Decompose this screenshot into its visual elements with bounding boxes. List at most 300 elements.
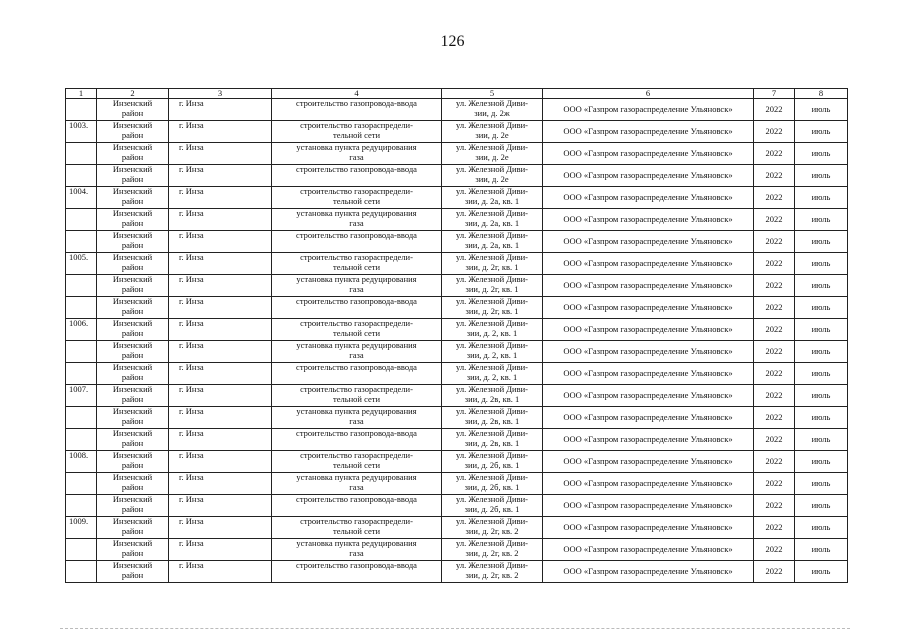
row-number-cell xyxy=(66,341,97,363)
cell-text: строительство газораспредели- xyxy=(300,318,413,328)
work-type-cell xyxy=(272,121,442,143)
table-row xyxy=(66,341,848,363)
table-row xyxy=(66,495,848,517)
city-cell xyxy=(169,407,272,429)
cell-text: ул. Железной Диви- xyxy=(455,472,528,482)
cell-text: зии, д. 2, кв. 1 xyxy=(466,327,518,338)
district-cell xyxy=(97,121,169,143)
address-cell xyxy=(442,253,543,275)
city-cell xyxy=(169,209,272,231)
month-cell xyxy=(795,253,848,275)
cell-text: строительство газораспредели- xyxy=(300,252,413,262)
cell-text: 1007. xyxy=(69,384,89,394)
district-cell xyxy=(97,253,169,275)
cell-text: ул. Железной Диви- xyxy=(455,186,528,196)
row-number-cell xyxy=(66,363,97,385)
cell-text: Инзенский xyxy=(112,340,153,350)
cell-text: Инзенский xyxy=(112,516,153,526)
cell-text: ул. Железной Диви- xyxy=(455,98,528,108)
cell-text: Инзенский xyxy=(112,494,153,504)
month-cell xyxy=(795,429,848,451)
cell-text: зии, д. 2б, кв. 1 xyxy=(464,481,520,492)
table-row xyxy=(66,275,848,297)
cell-text: ООО «Газпром газораспределение Ульяновск» xyxy=(563,169,733,180)
cell-text: район xyxy=(121,481,144,492)
cell-text: 2022 xyxy=(765,103,783,114)
cell-text: г. Инза xyxy=(179,120,204,130)
cell-text: установка пункта редуцирования xyxy=(296,208,417,218)
cell-text: Инзенский xyxy=(112,318,153,328)
cell-text: ул. Железной Диви- xyxy=(455,296,528,306)
year-cell xyxy=(754,407,795,429)
year-cell xyxy=(754,385,795,407)
organization-cell xyxy=(543,407,754,429)
cell-text: зии, д. 2а, кв. 1 xyxy=(464,239,520,250)
cell-text: ООО «Газпром газораспределение Ульяновск» xyxy=(563,543,733,554)
city-cell xyxy=(169,385,272,407)
work-type-cell xyxy=(272,99,442,121)
row-number-cell xyxy=(66,275,97,297)
organization-cell xyxy=(543,231,754,253)
cell-text: июль xyxy=(811,477,831,488)
cell-text: ул. Железной Диви- xyxy=(455,450,528,460)
cell-text: 2022 xyxy=(765,301,783,312)
city-cell xyxy=(169,341,272,363)
cell-text: район xyxy=(121,151,144,162)
district-cell xyxy=(97,473,169,495)
cell-text: 2022 xyxy=(765,367,783,378)
cell-text: строительство газопровода-ввода xyxy=(296,494,417,504)
organization-cell xyxy=(543,561,754,583)
month-cell xyxy=(795,407,848,429)
cell-text: ООО «Газпром газораспределение Ульяновск» xyxy=(563,279,733,290)
cell-text: зии, д. 2в, кв. 1 xyxy=(464,415,520,426)
cell-text: ул. Железной Диви- xyxy=(455,538,528,548)
cell-text: район xyxy=(121,349,144,360)
cell-text: строительство газопровода-ввода xyxy=(296,362,417,372)
cell-text: Инзенский xyxy=(112,252,153,262)
row-number-cell xyxy=(66,231,97,253)
cell-text: ООО «Газпром газораспределение Ульяновск» xyxy=(563,389,733,400)
cell-text: строительство газораспредели- xyxy=(300,186,413,196)
table-row xyxy=(66,99,848,121)
work-type-cell xyxy=(272,495,442,517)
cell-text: июль xyxy=(811,543,831,554)
cell-text: Инзенский xyxy=(112,120,153,130)
address-cell xyxy=(442,407,543,429)
cell-text: зии, д. 2е xyxy=(475,151,509,162)
cell-text: район xyxy=(121,525,144,536)
address-cell xyxy=(442,385,543,407)
cell-text: район xyxy=(121,173,144,184)
cell-text: г. Инза xyxy=(179,208,204,218)
year-cell xyxy=(754,209,795,231)
organization-cell xyxy=(543,385,754,407)
cell-text: июль xyxy=(811,367,831,378)
table-row xyxy=(66,231,848,253)
cell-text: июль xyxy=(811,235,831,246)
district-cell xyxy=(97,561,169,583)
address-cell xyxy=(442,209,543,231)
cell-text: г. Инза xyxy=(179,318,204,328)
cell-text: зии, д. 2в, кв. 1 xyxy=(464,437,520,448)
header-cell-6: 6 xyxy=(543,89,754,99)
cell-text: Инзенский xyxy=(112,472,153,482)
city-cell xyxy=(169,495,272,517)
cell-text: г. Инза xyxy=(179,230,204,240)
organization-cell xyxy=(543,341,754,363)
cell-text: 2022 xyxy=(765,565,783,576)
row-number-cell xyxy=(66,187,97,209)
organization-cell xyxy=(543,253,754,275)
cell-text: ООО «Газпром газораспределение Ульяновск» xyxy=(563,433,733,444)
cell-text: ул. Железной Диви- xyxy=(455,560,528,570)
address-cell xyxy=(442,231,543,253)
cell-text: зии, д. 2б, кв. 1 xyxy=(464,459,520,470)
work-type-cell xyxy=(272,561,442,583)
table-row xyxy=(66,143,848,165)
cell-text: зии, д. 2ж xyxy=(474,107,510,118)
table-row xyxy=(66,363,848,385)
cell-text: ООО «Газпром газораспределение Ульяновск» xyxy=(563,411,733,422)
cell-text: 1008. xyxy=(69,450,89,460)
address-cell xyxy=(442,275,543,297)
cell-text: 2022 xyxy=(765,499,783,510)
organization-cell xyxy=(543,517,754,539)
cell-text: газа xyxy=(349,349,364,360)
cell-text: район xyxy=(121,305,144,316)
work-type-cell xyxy=(272,209,442,231)
cell-text: ул. Железной Диви- xyxy=(455,142,528,152)
row-number-cell xyxy=(66,121,97,143)
table-row xyxy=(66,561,848,583)
address-cell xyxy=(442,495,543,517)
cell-text: строительство газораспредели- xyxy=(300,516,413,526)
cell-text: июль xyxy=(811,389,831,400)
cell-text: район xyxy=(121,503,144,514)
organization-cell xyxy=(543,429,754,451)
city-cell xyxy=(169,363,272,385)
year-cell xyxy=(754,539,795,561)
gasification-table xyxy=(65,88,848,583)
cell-text: тельной сети xyxy=(333,393,380,404)
cell-text: район xyxy=(121,239,144,250)
month-cell xyxy=(795,297,848,319)
page-number: 126 xyxy=(440,33,465,50)
cell-text: июль xyxy=(811,433,831,444)
cell-text: Инзенский xyxy=(112,186,153,196)
year-cell xyxy=(754,253,795,275)
cell-text: район xyxy=(121,437,144,448)
cell-text: Инзенский xyxy=(112,274,153,284)
work-type-cell xyxy=(272,187,442,209)
year-cell xyxy=(754,561,795,583)
cell-text: г. Инза xyxy=(179,516,204,526)
organization-cell xyxy=(543,165,754,187)
cell-text: 2022 xyxy=(765,191,783,202)
district-cell xyxy=(97,165,169,187)
row-number-cell xyxy=(66,407,97,429)
organization-cell xyxy=(543,209,754,231)
city-cell xyxy=(169,429,272,451)
cell-text: Инзенский xyxy=(112,538,153,548)
cell-text: 2022 xyxy=(765,433,783,444)
cell-text: строительство газопровода-ввода xyxy=(296,164,417,174)
address-cell xyxy=(442,99,543,121)
month-cell xyxy=(795,231,848,253)
month-cell xyxy=(795,495,848,517)
work-type-cell xyxy=(272,341,442,363)
city-cell xyxy=(169,473,272,495)
year-cell xyxy=(754,451,795,473)
month-cell xyxy=(795,385,848,407)
district-cell xyxy=(97,319,169,341)
cell-text: установка пункта редуцирования xyxy=(296,274,417,284)
cell-text: ООО «Газпром газораспределение Ульяновск» xyxy=(563,257,733,268)
table-row xyxy=(66,539,848,561)
organization-cell xyxy=(543,495,754,517)
cell-text: Инзенский xyxy=(112,98,153,108)
cell-text: ул. Железной Диви- xyxy=(455,384,528,394)
column-number-row xyxy=(66,89,848,99)
work-type-cell xyxy=(272,231,442,253)
cell-text: зии, д. 2б, кв. 1 xyxy=(464,503,520,514)
cell-text: Инзенский xyxy=(112,362,153,372)
organization-cell xyxy=(543,473,754,495)
cell-text: г. Инза xyxy=(179,98,204,108)
cell-text: ул. Железной Диви- xyxy=(455,318,528,328)
district-cell xyxy=(97,429,169,451)
cell-text: газа xyxy=(349,547,364,558)
cell-text: июль xyxy=(811,279,831,290)
work-type-cell xyxy=(272,143,442,165)
cell-text: установка пункта редуцирования xyxy=(296,142,417,152)
organization-cell xyxy=(543,319,754,341)
district-cell xyxy=(97,539,169,561)
cell-text: ул. Железной Диви- xyxy=(455,494,528,504)
city-cell xyxy=(169,561,272,583)
cell-text: г. Инза xyxy=(179,560,204,570)
cell-text: 2022 xyxy=(765,169,783,180)
month-cell xyxy=(795,187,848,209)
cell-text: ООО «Газпром газораспределение Ульяновск» xyxy=(563,565,733,576)
month-cell xyxy=(795,275,848,297)
cell-text: июль xyxy=(811,169,831,180)
cell-text: 2022 xyxy=(765,345,783,356)
month-cell xyxy=(795,209,848,231)
cell-text: г. Инза xyxy=(179,142,204,152)
address-cell xyxy=(442,187,543,209)
cell-text: зии, д. 2г, кв. 2 xyxy=(465,569,519,580)
cell-text: ООО «Газпром газораспределение Ульяновск» xyxy=(563,455,733,466)
cell-text: ООО «Газпром газораспределение Ульяновск» xyxy=(563,345,733,356)
month-cell xyxy=(795,539,848,561)
cell-text: Инзенский xyxy=(112,406,153,416)
cell-text: строительство газопровода-ввода xyxy=(296,428,417,438)
cell-text: ООО «Газпром газораспределение Ульяновск» xyxy=(563,103,733,114)
district-cell xyxy=(97,275,169,297)
district-cell xyxy=(97,99,169,121)
cell-text: строительство газораспредели- xyxy=(300,384,413,394)
year-cell xyxy=(754,275,795,297)
cell-text: 2022 xyxy=(765,411,783,422)
district-cell xyxy=(97,451,169,473)
cell-text: строительство газопровода-ввода xyxy=(296,230,417,240)
table-row xyxy=(66,473,848,495)
row-number-cell xyxy=(66,451,97,473)
cell-text: район xyxy=(121,547,144,558)
organization-cell xyxy=(543,275,754,297)
address-cell xyxy=(442,297,543,319)
cell-text: г. Инза xyxy=(179,384,204,394)
cell-text: зии, д. 2е xyxy=(475,173,509,184)
city-cell xyxy=(169,187,272,209)
cell-text: ООО «Газпром газораспределение Ульяновск» xyxy=(563,477,733,488)
table-row xyxy=(66,121,848,143)
cell-text: ул. Железной Диви- xyxy=(455,230,528,240)
year-cell xyxy=(754,429,795,451)
row-number-cell xyxy=(66,297,97,319)
month-cell xyxy=(795,517,848,539)
cell-text: ул. Железной Диви- xyxy=(455,252,528,262)
month-cell xyxy=(795,363,848,385)
cell-text: 2022 xyxy=(765,279,783,290)
row-number-cell xyxy=(66,539,97,561)
city-cell xyxy=(169,121,272,143)
cell-text: июль xyxy=(811,103,831,114)
table-body xyxy=(66,89,848,583)
cell-text: июль xyxy=(811,455,831,466)
address-cell xyxy=(442,451,543,473)
work-type-cell xyxy=(272,319,442,341)
cell-text: июль xyxy=(811,301,831,312)
cell-text: тельной сети xyxy=(333,261,380,272)
cell-text: строительство газораспредели- xyxy=(300,120,413,130)
cell-text: г. Инза xyxy=(179,164,204,174)
work-type-cell xyxy=(272,473,442,495)
cell-text: 2022 xyxy=(765,389,783,400)
address-cell xyxy=(442,363,543,385)
cell-text: г. Инза xyxy=(179,274,204,284)
header-cell-4: 4 xyxy=(272,89,442,99)
cell-text: г. Инза xyxy=(179,252,204,262)
cell-text: тельной сети xyxy=(333,327,380,338)
cell-text: район xyxy=(121,261,144,272)
city-cell xyxy=(169,319,272,341)
cell-text: 2022 xyxy=(765,323,783,334)
city-cell xyxy=(169,231,272,253)
cell-text: г. Инза xyxy=(179,186,204,196)
cell-text: зии, д. 2в, кв. 1 xyxy=(464,393,520,404)
cell-text: установка пункта редуцирования xyxy=(296,406,417,416)
cell-text: ООО «Газпром газораспределение Ульяновск» xyxy=(563,147,733,158)
year-cell xyxy=(754,473,795,495)
city-cell xyxy=(169,275,272,297)
cell-text: ул. Железной Диви- xyxy=(455,164,528,174)
year-cell xyxy=(754,165,795,187)
address-cell xyxy=(442,165,543,187)
cell-text: ООО «Газпром газораспределение Ульяновск» xyxy=(563,301,733,312)
address-cell xyxy=(442,143,543,165)
address-cell xyxy=(442,561,543,583)
organization-cell xyxy=(543,187,754,209)
cell-text: строительство газопровода-ввода xyxy=(296,98,417,108)
cell-text: строительство газораспредели- xyxy=(300,450,413,460)
organization-cell xyxy=(543,539,754,561)
cell-text: г. Инза xyxy=(179,340,204,350)
city-cell xyxy=(169,297,272,319)
header-cell-8: 8 xyxy=(795,89,848,99)
address-cell xyxy=(442,121,543,143)
work-type-cell xyxy=(272,539,442,561)
month-cell xyxy=(795,165,848,187)
cell-text: 1005. xyxy=(69,252,89,262)
cell-text: ООО «Газпром газораспределение Ульяновск» xyxy=(563,499,733,510)
cell-text: г. Инза xyxy=(179,450,204,460)
address-cell xyxy=(442,473,543,495)
work-type-cell xyxy=(272,253,442,275)
cell-text: Инзенский xyxy=(112,560,153,570)
district-cell xyxy=(97,143,169,165)
district-cell xyxy=(97,297,169,319)
cell-text: ул. Железной Диви- xyxy=(455,120,528,130)
row-number-cell xyxy=(66,473,97,495)
cell-text: 1004. xyxy=(69,186,89,196)
row-number-cell xyxy=(66,495,97,517)
cell-text: тельной сети xyxy=(333,525,380,536)
address-cell xyxy=(442,341,543,363)
organization-cell xyxy=(543,143,754,165)
cell-text: зии, д. 2, кв. 1 xyxy=(466,349,518,360)
cell-text: 2022 xyxy=(765,213,783,224)
cell-text: Инзенский xyxy=(112,230,153,240)
cell-text: ООО «Газпром газораспределение Ульяновск» xyxy=(563,191,733,202)
organization-cell xyxy=(543,121,754,143)
table-row xyxy=(66,517,848,539)
cell-text: июль xyxy=(811,213,831,224)
cell-text: Инзенский xyxy=(112,450,153,460)
cell-text: газа xyxy=(349,217,364,228)
cell-text: июль xyxy=(811,345,831,356)
city-cell xyxy=(169,451,272,473)
header-cell-3: 3 xyxy=(169,89,272,99)
cell-text: 2022 xyxy=(765,147,783,158)
work-type-cell xyxy=(272,275,442,297)
cell-text: район xyxy=(121,393,144,404)
month-cell xyxy=(795,451,848,473)
organization-cell xyxy=(543,363,754,385)
work-type-cell xyxy=(272,297,442,319)
year-cell xyxy=(754,143,795,165)
cell-text: район xyxy=(121,569,144,580)
cell-text: ООО «Газпром газораспределение Ульяновск» xyxy=(563,125,733,136)
cell-text: район xyxy=(121,195,144,206)
month-cell xyxy=(795,473,848,495)
table-row xyxy=(66,407,848,429)
page-bottom-edge xyxy=(60,628,850,631)
cell-text: зии, д. 2г, кв. 2 xyxy=(465,547,519,558)
cell-text: зии, д. 2г, кв. 1 xyxy=(465,305,519,316)
cell-text: 1006. xyxy=(69,318,89,328)
district-cell xyxy=(97,363,169,385)
cell-text: г. Инза xyxy=(179,296,204,306)
month-cell xyxy=(795,341,848,363)
cell-text: 2022 xyxy=(765,455,783,466)
year-cell xyxy=(754,517,795,539)
city-cell xyxy=(169,143,272,165)
cell-text: июль xyxy=(811,147,831,158)
cell-text: зии, д. 2е xyxy=(475,129,509,140)
